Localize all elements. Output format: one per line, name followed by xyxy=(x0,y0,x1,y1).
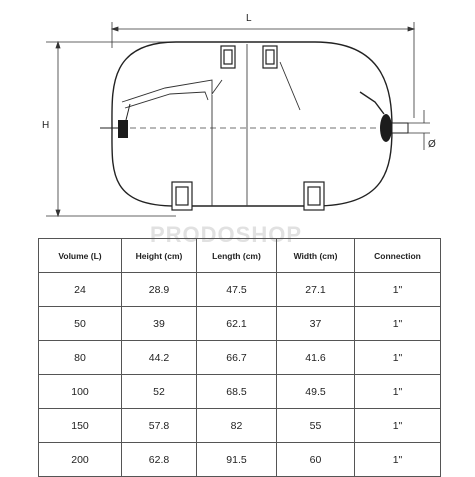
cell-volume: 150 xyxy=(39,409,122,443)
cell-volume: 80 xyxy=(39,341,122,375)
cell-connection: 1" xyxy=(355,341,441,375)
header-length: Length (cm) xyxy=(197,239,277,273)
cell-connection: 1" xyxy=(355,443,441,477)
length-dimension xyxy=(112,22,414,118)
table-row xyxy=(39,341,441,375)
table-row xyxy=(39,273,441,307)
cell-width: 49.5 xyxy=(277,375,355,409)
cell-connection: 1" xyxy=(355,409,441,443)
table-row xyxy=(39,409,441,443)
cell-volume: 200 xyxy=(39,443,122,477)
diameter-label: Ø xyxy=(428,139,436,150)
header-width: Width (cm) xyxy=(277,239,355,273)
header-height: Height (cm) xyxy=(122,239,197,273)
cell-length: 91.5 xyxy=(197,443,277,477)
length-label: L xyxy=(246,13,252,24)
cell-length: 82 xyxy=(197,409,277,443)
table-row xyxy=(39,443,441,477)
membrane-outline xyxy=(122,62,300,206)
cell-height: 52 xyxy=(122,375,197,409)
height-label: H xyxy=(42,120,50,131)
cell-volume: 50 xyxy=(39,307,122,341)
cell-width: 37 xyxy=(277,307,355,341)
specifications-table xyxy=(38,238,441,477)
table-row xyxy=(39,307,441,341)
tank-body xyxy=(112,42,392,206)
table-header-row xyxy=(39,239,441,273)
right-water-connection xyxy=(360,92,408,142)
cell-height: 57.8 xyxy=(122,409,197,443)
cell-volume: 100 xyxy=(39,375,122,409)
height-dimension xyxy=(46,42,176,216)
cell-connection: 1" xyxy=(355,273,441,307)
header-connection: Connection xyxy=(355,239,441,273)
header-volume: Volume (L) xyxy=(39,239,122,273)
tank-technical-drawing xyxy=(0,0,475,232)
cell-volume: 24 xyxy=(39,273,122,307)
cell-connection: 1" xyxy=(355,307,441,341)
watermark-logo: PRODOSHOP xyxy=(150,222,303,247)
cell-length: 68.5 xyxy=(197,375,277,409)
top-mounting-lugs xyxy=(221,46,277,68)
cell-height: 39 xyxy=(122,307,197,341)
diameter-dimension xyxy=(408,110,430,150)
table-row xyxy=(39,375,441,409)
cell-width: 60 xyxy=(277,443,355,477)
cell-height: 44.2 xyxy=(122,341,197,375)
cell-connection: 1" xyxy=(355,375,441,409)
cell-width: 55 xyxy=(277,409,355,443)
cell-height: 62.8 xyxy=(122,443,197,477)
cell-height: 28.9 xyxy=(122,273,197,307)
cell-length: 62.1 xyxy=(197,307,277,341)
cell-width: 41.6 xyxy=(277,341,355,375)
cell-length: 47.5 xyxy=(197,273,277,307)
cell-width: 27.1 xyxy=(277,273,355,307)
cell-length: 66.7 xyxy=(197,341,277,375)
left-air-valve xyxy=(100,104,130,138)
